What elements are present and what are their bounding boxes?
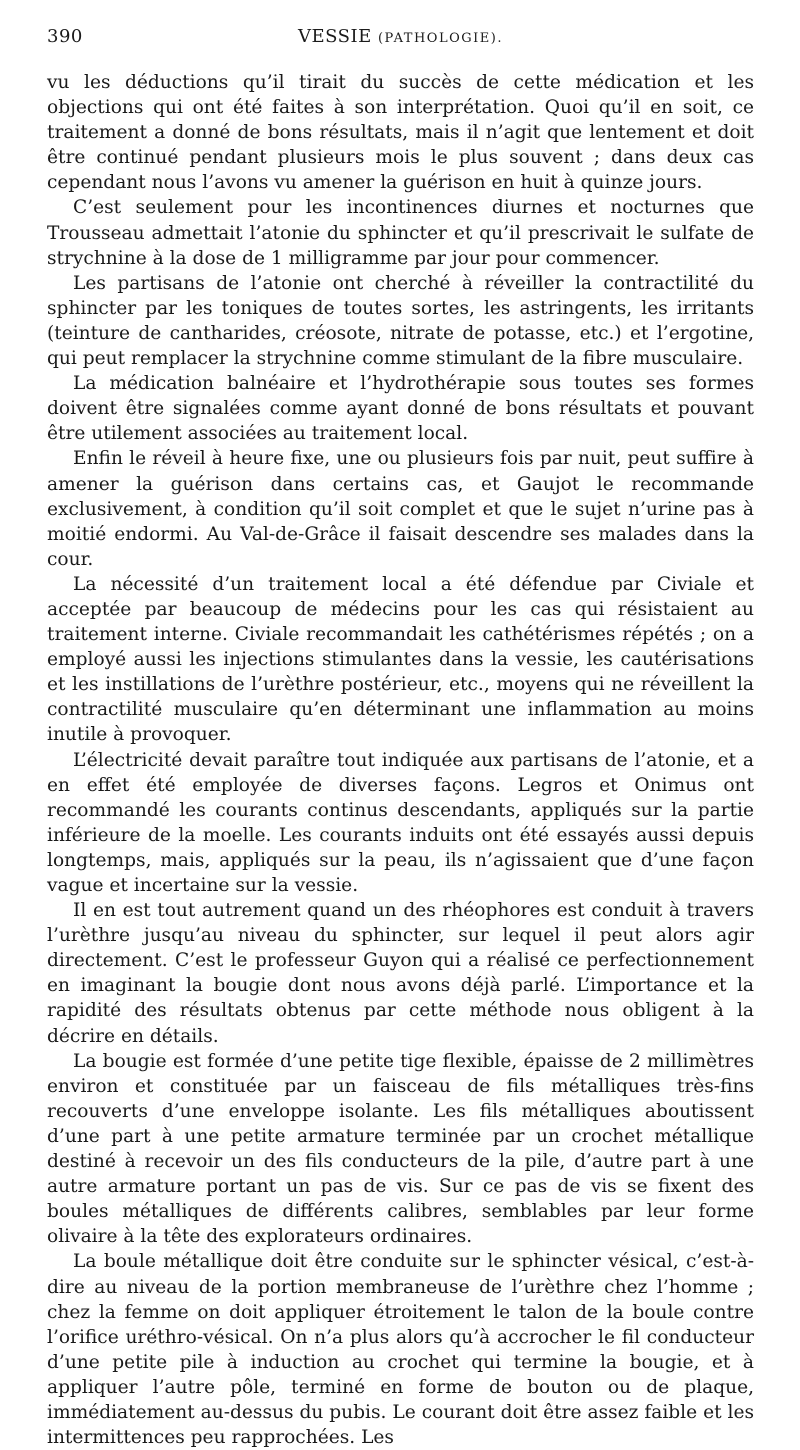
page-header [47, 26, 754, 56]
paragraph: Enfin le réveil à heure fixe, une ou plusieurs fois par nuit, peut suffire à amener la guérison dans certains cas, et Gaujot le recommande exclusivement, à condition qu’il soit complet et que le sujet n’urine pas à moitié endormi. Au Val-de-Grâce il faisait descendre ses malades dans la cour. [47, 448, 754, 570]
paragraph: La bougie est formée d’une petite tige flexible, épaisse de 2 millimètres environ et constituée par un faisceau de fils métalliques très-fins recouverts d’une enveloppe isolante. Les fils métalliques aboutissent d’une part à une petite armature terminée par un crochet métallique destiné à recevoir un des fils conducteurs de la pile, d’autre part à une autre armature portant un pas de vis. Sur ce pas de vis se fixent des boules métalliques de différents calibres, semblables par leur forme olivaire à la tête des explorateurs ordinaires. [47, 1050, 754, 1248]
running-subtitle: (PATHOLOGIE). [377, 31, 503, 46]
paragraph: C’est seulement pour les incontinences diurnes et nocturnes que Trousseau admettait l’atonie du sphincter et qu’il prescrivait le sulfate de strychnine à la dose de 1 milligramme par jour pour commencer. [47, 197, 754, 269]
paragraph: La nécessité d’un traitement local a été défendue par Civiale et acceptée par beaucoup de médecins pour les cas qui résistaient au traitement interne. Civiale recommandait les cathétérismes répétés ; on a employé aussi les injections stimulantes dans la vessie, les cautérisations et les instillations de l’urèthre postérieur, etc., moyens qui ne réveillent la contractilité musculaire qu’en déterminant une inflammation au moins inutile à provoquer. [47, 573, 754, 746]
running-title: VESSIE [298, 26, 372, 47]
body-text [47, 70, 754, 1450]
paragraph: vu les déductions qu’il tirait du succès de cette médication et les objections qui ont été faites à son interprétation. Quoi qu’il en soit, ce traitement a donné de bons résultats, mais il n’agit que lentement et doit être continué pendant plusieurs mois le plus souvent ; dans deux cas cependant nous l’avons vu amener la guérison en huit à quinze jours. [47, 72, 754, 194]
paragraph: Il en est tout autrement quand un des rhéophores est conduit à travers l’urèthre jusqu’au niveau du sphincter, sur lequel il peut alors agir directement. C’est le professeur Guyon qui a réalisé ce perfectionnement en imaginant la bougie dont nous avons déjà parlé. L’importance et la rapidité des résultats obtenus par cette méthode nous obligent à la décrire en détails. [47, 900, 754, 1047]
paragraph: La médication balnéaire et l’hydrothérapie sous toutes ses formes doivent être signalées comme ayant donné de bons résultats et pouvant être utilement associées au traitement local. [47, 373, 754, 445]
paragraph: Les partisans de l’atonie ont cherché à réveiller la contractilité du sphincter par les toniques de toutes sortes, les astringents, les irritants (teinture de cantharides, créosote, nitrate de potasse, etc.) et l’ergotine, qui peut remplacer la strychnine comme stimulant de la fibre musculaire. [47, 272, 754, 370]
paragraph: La boule métallique doit être conduite sur le sphincter vésical, c’est-à-dire au niveau de la portion membraneuse de l’urèthre chez l’homme ; chez la femme on doit appliquer étroitement le talon de la boule contre l’orifice uréthro-vésical. On n’a plus alors qu’à accrocher le fil conducteur d’une petite pile à induction au crochet qui termine la bougie, et à appliquer l’autre pôle, terminé en forme de bouton ou de plaque, immédiatement au-dessus du pubis. Le courant doit être assez faible et les intermittences peu rapprochées. Les [47, 1251, 754, 1449]
paragraph: L’électricité devait paraître tout indiquée aux partisans de l’atonie, et a en effet été employée de diverses façons. Legros et Onimus ont recommandé les courants continus descendants, appliqués sur la partie inférieure de la moelle. Les courants induits ont été essayés aussi depuis longtemps, mais, appliqués sur la peau, ils n’agissaient que d’une façon vague et incertaine sur la vessie. [47, 749, 754, 896]
page-number: 390 [47, 26, 83, 47]
running-head [47, 26, 754, 47]
